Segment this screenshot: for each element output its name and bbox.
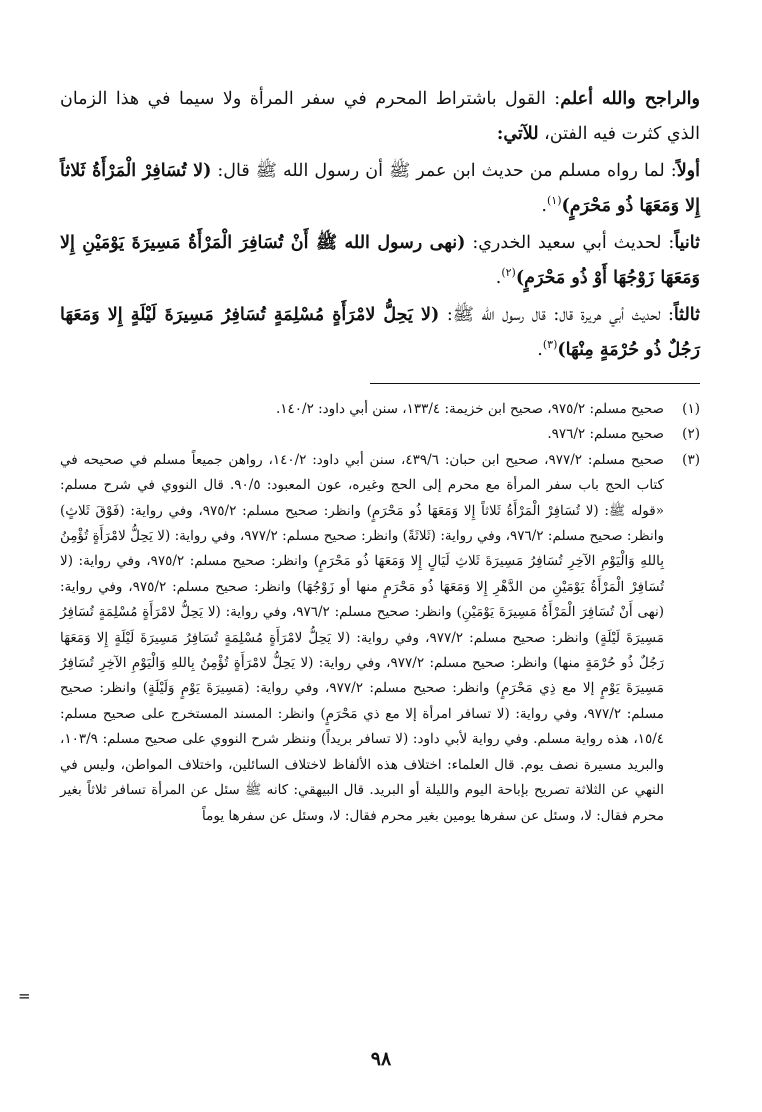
main-text xyxy=(60,82,700,367)
footnote-separator xyxy=(370,383,700,384)
paragraph-first xyxy=(60,154,700,223)
footnotes xyxy=(60,397,700,829)
hadith-quote: (نهى رسول الله ﷺ أَنْ تُسَافِرَ الْمَرْأَةُ مَسِيرَةَ يَوْمَيْنِ إِلا وَمَعَهَا زَوْجُهَا أَوْ ذُو مَحْرَمٍ) xyxy=(60,233,700,288)
paragraph-end: . xyxy=(537,339,543,360)
paragraph-label: أولاً xyxy=(676,161,700,181)
hadith-quote: (لا يَحِلُّ لامْرَأَةٍ مُسْلِمَةٍ تُسَافِرُ مَسِيرَةَ لَيْلَةٍ إِلا وَمَعَهَا رَجُلٌ ذُو حُرْمَةٍ مِنْهَا) xyxy=(60,305,700,360)
paragraph-end: للآتي: xyxy=(496,123,539,144)
footnote-item xyxy=(60,422,700,447)
footnote-item xyxy=(60,397,700,422)
footnote-marker: (٢) xyxy=(501,265,516,279)
paragraph-end: . xyxy=(495,267,502,288)
paragraph-label: والراجح والله أعلم xyxy=(560,89,700,109)
footnote-number: (١) xyxy=(682,401,700,417)
continuation-mark: = xyxy=(18,987,31,1005)
footnote-text: صحيح مسلم: ٩٧٥/٢، صحيح ابن خزيمة: ١٣٣/٤، سنن أبي داود: ١٤٠/٢. xyxy=(275,401,664,417)
footnote-text: صحيح مسلم: ٩٧٦/٢. xyxy=(547,426,664,443)
paragraph-second xyxy=(60,226,700,295)
paragraph-text: : لحديث أبي هريرة قال: قال رسول الله ﷺ: xyxy=(439,305,674,325)
footnote-marker: (١) xyxy=(547,193,562,207)
paragraph-text: : لما رواه مسلم من حديث ابن عمر ﷺ أن رسول الله ﷺ قال: xyxy=(211,161,677,181)
footnote-number: (٢) xyxy=(682,426,700,443)
paragraph-text: : القول باشتراط المحرم في سفر المرأة ولا سيما في هذا الزمان الذي كثرت فيه الفتن، xyxy=(60,89,700,144)
hadith-quote: (لا تُسَافِرْ الْمَرْأَةُ ثَلاثاً إِلا وَمَعَهَا ذُو مَحْرَمٍ) xyxy=(60,161,700,216)
paragraph-label: ثالثاً xyxy=(673,305,700,325)
footnote-item xyxy=(60,448,700,829)
footnote-number: (٣) xyxy=(682,451,700,468)
paragraph-text: : لحديث أبي سعيد الخدري: xyxy=(465,233,675,253)
footnote-marker: (٣) xyxy=(542,337,558,351)
footnote-text: صحيح مسلم: ٩٧٧/٢، صحيح ابن حبان: ٤٣٩/٦، سنن أبي داود: ١٤٠/٢، رواهن جميعاً مسلم في صحيحه في كتاب الحج باب سفر المرأة مع محرم إلى الحج وغيره، عون المعبود: ٩٠/٥. قال النووي في شرح مسلم: «قوله ﷺ: (لا تُسَافِرْ الْمَرْأَةُ ثَلاثاً إِلا وَمَعَهَا ذُو مَحْرَمٍ) وانظر: صحيح مسلم: ٩٧٥/٢، وفي رواية: (فَوْقَ ثَلاثٍ) وانظر: صحيح مسلم: ٩٧٦/٢، وفي رواية: (ثَلاثَةً) وانظر: صحيح مسلم: ٩٧٧/٢، وفي رواية: (لا يَحِلُّ لامْرَأَةٍ تُؤْمِنُ بِاللهِ وَالْيَوْمِ الآخِرِ تُسَافِرُ مَسِيرَةَ ثَلاثِ لَيَالٍ إِلا وَمَعَهَا ذُو مَحْرَمٍ) وانظر: صحيح مسلم: ٩٧٥/٢، وفي رواية: (لا تُسَافِرْ الْمَرْأَةُ يَوْمَيْنِ من الدَّهْرِ إِلا وَمَعَهَا ذُو مَحْرَمٍ منها أو زَوْجُهَا) وانظر: صحيح مسلم: ٩٧٥/٢، وفي رواية: (نهى أَنْ تُسَافِرَ الْمَرْأَةُ مَسِيرَةَ يَوْمَيْنِ) وانظر: صحيح مسلم: ٩٧٦/٢، وفي رواية: (لا يَحِلُّ لامْرَأَةٍ مُسْلِمَةٍ تُسَافِرُ مَسِيرَةَ لَيْلَةٍ) وانظر: صحيح مسلم: ٩٧٧/٢، وفي رواية: (لا يَحِلُّ لامْرَأَةٍ مُسْلِمَةٍ تُسَافِرُ مَسِيرَةَ لَيْلَةٍ إِلا وَمَعَهَا رَجُلٌ ذُو حُرْمَةٍ منها) وانظر: صحيح مسلم: ٩٧٧/٢، وفي رواية: (لا يَحِلُّ لامْرَأَةٍ تُؤْمِنُ بِاللهِ وَالْيَوْمِ الآخِرِ تُسَافِرُ مَسِيرَةَ يَوْمٍ إلا مع ذِي مَحْرَمٍ) وانظر: صحيح مسلم: ٩٧٧/٢، وفي رواية: (مَسِيرَةَ يَوْمٍ وَلَيْلَةٍ) وانظر: صحيح مسلم: ٩٧٧/٢، وفي رواية: (لا تسافر امرأة إلا مع ذي مَحْرَمٍ) وانظر: المسند المستخرج على صحيح مسلم: ١٥/٤، هذه رواية مسلم. وفي رواية لأبي داود: (لا تسافر بريداً) وننظر شرح النووي على صحيح مسلم: ١٠٣/٩، والبريد مسيرة نصف يوم. قال العلماء: اختلاف هذه الألفاظ لاختلاف السائلين، واختلاف المواطن، وليس في النهي عن الثلاثة تصريح بإباحة اليوم والليلة أو البريد. قال البيهقي: كانه ﷺ سئل عن المرأة تسافر ثلاثاً بغير محرم فقال: لا، وسئل عن سفرها يومين بغير محرم فقال: لا، وسئل عن سفرها يوماً xyxy=(60,451,665,824)
paragraph-end: . xyxy=(541,195,547,216)
paragraph-label: ثانياً xyxy=(674,233,700,253)
paragraph-ruling xyxy=(60,82,700,151)
paragraph-third xyxy=(60,298,700,367)
page-number: ٩٨ xyxy=(370,1048,392,1070)
